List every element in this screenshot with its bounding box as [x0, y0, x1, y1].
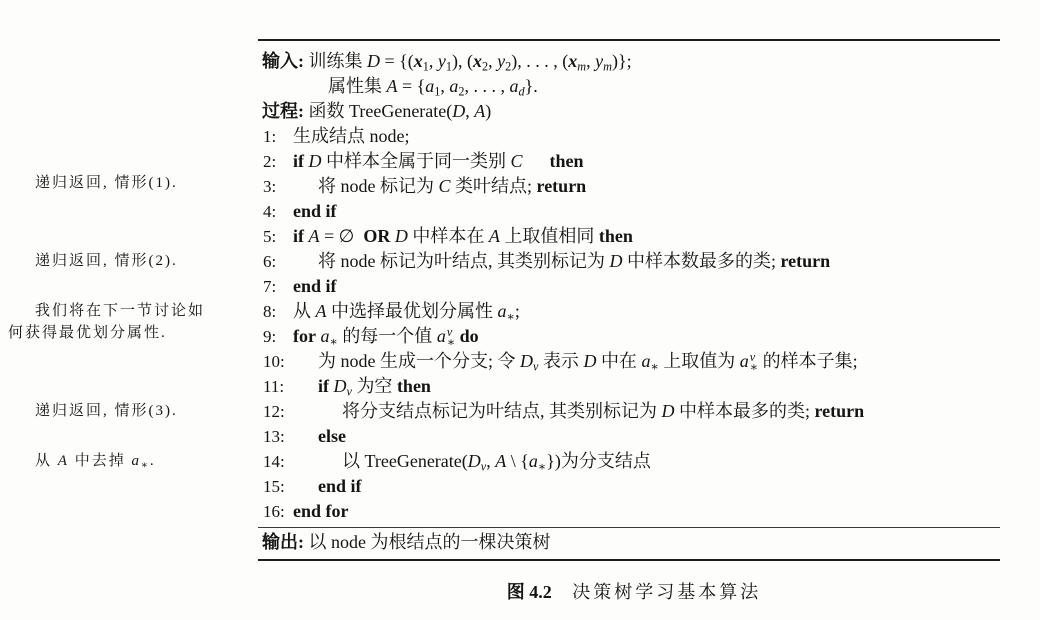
keyword: end for: [293, 501, 349, 521]
keyword: end if: [293, 276, 337, 296]
text-run: })为分支结点: [546, 451, 651, 471]
line-number: 5:: [263, 227, 277, 246]
subscript: v: [346, 384, 352, 399]
figure-caption: [263, 581, 1005, 603]
step-statement: [318, 249, 830, 274]
math-symbol: A: [315, 301, 327, 321]
keyword: else: [318, 426, 346, 446]
text-run: ,: [488, 51, 498, 71]
keyword: end if: [293, 201, 337, 221]
step-statement: [293, 199, 337, 224]
text-run: = {: [397, 76, 426, 96]
text-run: }.: [524, 76, 538, 96]
subscript: ∗: [537, 459, 547, 474]
top-rule: [258, 39, 1000, 41]
subscript: 1: [434, 84, 441, 99]
subscript: ∗: [650, 359, 659, 374]
step-statement: [293, 299, 520, 324]
text-run: 生成结点 node;: [293, 126, 410, 146]
step-statement: [342, 449, 651, 474]
math-symbol: a: [739, 351, 749, 371]
text-run: )};: [611, 51, 632, 71]
sidenote-next-section: [8, 300, 220, 344]
text-run: = ∅: [319, 226, 364, 246]
subscript: ∗: [506, 309, 515, 324]
bottom-rule: [258, 559, 1000, 561]
text-run: 为 node 生成一个分支; 令: [318, 351, 520, 371]
text-run: ), (: [452, 51, 474, 71]
math-bold-symbol: x: [413, 51, 423, 71]
text-run: 属性集: [328, 76, 387, 96]
sidenote-case-2: [8, 250, 220, 272]
keyword: if: [293, 151, 304, 171]
sidenote-text: 递归返回, 情形(2).: [35, 253, 178, 269]
math-symbol: D: [467, 451, 481, 471]
math-symbol: a: [436, 326, 446, 346]
step-statement: [293, 324, 479, 349]
math-bold-symbol: x: [568, 51, 578, 71]
text-run: 以 TreeGenerate(: [342, 451, 468, 471]
line-number: 15:: [263, 477, 285, 496]
math-symbol: A: [474, 101, 486, 121]
text-run: ,: [586, 51, 596, 71]
subscript: m: [577, 59, 587, 74]
keyword: 输出:: [262, 532, 304, 552]
step-15: [258, 474, 1000, 499]
text-run: 中去掉: [68, 453, 132, 469]
sidenote-text: 递归返回, 情形(1).: [35, 175, 178, 191]
step-13: [258, 424, 1000, 449]
keyword: OR: [363, 226, 391, 246]
keyword: return: [814, 401, 865, 421]
text-run: 中选择最优划分属性: [326, 301, 498, 321]
sidenote-text-line-2: 何获得最优划分属性.: [8, 325, 167, 341]
step-statement: [318, 424, 346, 449]
math-symbol: a: [497, 301, 507, 321]
line-number: 10:: [263, 352, 285, 371]
input-spec: [262, 49, 632, 74]
step-5: [258, 224, 1000, 249]
keyword: then: [396, 376, 431, 396]
output-line: [258, 530, 1000, 555]
line-number: 16:: [263, 502, 285, 521]
math-symbol: A: [488, 226, 500, 246]
math-symbol: y: [437, 51, 446, 71]
figure-title: 决策树学习基本算法: [572, 582, 762, 602]
line-number: 7:: [263, 277, 277, 296]
step-statement: [342, 399, 864, 424]
math-symbol: C: [510, 151, 523, 171]
text-run: 将分支结点标记为叶结点, 其类别标记为: [342, 401, 662, 421]
subscript: m: [603, 59, 612, 74]
keyword: then: [598, 226, 633, 246]
text-run: ,: [465, 101, 475, 121]
sidenote-remove-attribute: [8, 450, 220, 472]
line-number: 9:: [263, 327, 277, 346]
text-run: 的样本子集;: [758, 351, 858, 371]
line-number: 12:: [263, 402, 285, 421]
line-number: 14:: [263, 452, 285, 471]
text-run: 以 node 为根结点的一棵决策树: [304, 532, 551, 552]
step-statement: [293, 274, 337, 299]
step-statement: [293, 149, 584, 174]
math-symbol: D: [308, 151, 322, 171]
keyword: return: [536, 176, 587, 196]
step-6: [258, 249, 1000, 274]
subscript: ∗: [140, 459, 150, 471]
subscript: 2: [458, 84, 465, 99]
keyword: then: [549, 151, 584, 171]
superscript: v: [446, 324, 453, 339]
process-line: [258, 99, 1000, 124]
math-symbol: a: [449, 76, 459, 96]
text-run: 表示: [538, 351, 584, 371]
step-2: [258, 149, 1000, 174]
step-statement: [293, 499, 349, 524]
text-run: 从: [293, 301, 316, 321]
keyword: if: [318, 376, 329, 396]
sidenote-text-line-1: 我们将在下一节讨论如: [35, 303, 206, 319]
attribute-set-spec: [328, 74, 538, 99]
math-symbol: A: [495, 451, 507, 471]
step-statement: [293, 224, 633, 249]
line-number: 4:: [263, 202, 277, 221]
step-8: [258, 299, 1000, 324]
step-9: [258, 324, 1000, 349]
attribute-set-line: [258, 74, 1000, 99]
text-run: 为空: [351, 376, 397, 396]
text-run: 中样本在: [407, 226, 489, 246]
sidenote-text: [8, 450, 220, 472]
step-11: [258, 374, 1000, 399]
math-symbol: a: [131, 453, 141, 469]
subscript: 1: [445, 59, 453, 74]
math-symbol: D: [609, 251, 623, 271]
text-run: 函数 TreeGenerate(: [304, 101, 453, 121]
step-statement: [318, 349, 858, 374]
text-run: = {(: [380, 51, 414, 71]
text-run: 将 node 标记为叶结点, 其类别标记为: [318, 251, 610, 271]
math-symbol: A: [308, 226, 320, 246]
text-run: 中在: [596, 351, 642, 371]
math-symbol: C: [438, 176, 451, 196]
input-line: [258, 49, 1000, 74]
line-number: 6:: [263, 252, 277, 271]
math-symbol: a: [320, 326, 330, 346]
subscript: ∗: [749, 359, 759, 374]
step-16: [258, 499, 1000, 524]
math-symbol: A: [386, 76, 398, 96]
step-4: [258, 199, 1000, 224]
math-symbol: D: [367, 51, 380, 71]
text-run: , . . . ,: [464, 76, 510, 96]
sidenote-text: 递归返回, 情形(3).: [35, 403, 178, 419]
step-statement: [293, 124, 410, 149]
subscript: ∗: [446, 334, 456, 349]
step-statement: [318, 374, 431, 399]
line-number: 13:: [263, 427, 285, 446]
keyword: return: [780, 251, 831, 271]
text-run: [523, 151, 550, 171]
text-run: \ {: [506, 451, 529, 471]
math-symbol: D: [394, 226, 408, 246]
output-separator-rule: [258, 527, 1000, 528]
subscript: 1: [422, 59, 429, 74]
text-run: ): [485, 101, 492, 121]
keyword: if: [293, 226, 304, 246]
output-spec: [262, 530, 551, 555]
text-run: 将 node 标记为: [318, 176, 439, 196]
sidenote-case-1: [8, 172, 220, 194]
keyword: end if: [318, 476, 362, 496]
math-symbol: D: [333, 376, 347, 396]
process-spec: [262, 99, 491, 124]
keyword: 过程:: [262, 101, 304, 121]
subscript: d: [518, 84, 525, 99]
subscript: 2: [505, 59, 512, 74]
text-run: 中样本数最多的类;: [622, 251, 781, 271]
text-run: 中样本全属于同一类别: [321, 151, 511, 171]
step-10: [258, 349, 1000, 374]
line-number: 2:: [263, 152, 277, 171]
math-symbol: D: [661, 401, 675, 421]
text-run: ,: [428, 51, 438, 71]
math-symbol: a: [425, 76, 435, 96]
line-number: 8:: [263, 302, 277, 321]
math-symbol: D: [452, 101, 466, 121]
sub-superscript: [446, 324, 456, 349]
math-bold-symbol: x: [473, 51, 483, 71]
text-run: 类叶结点;: [450, 176, 537, 196]
text-run: ), . . . , (: [511, 51, 569, 71]
math-symbol: a: [528, 451, 538, 471]
line-number: 11:: [263, 377, 285, 396]
step-statement: [318, 474, 362, 499]
math-symbol: a: [641, 351, 651, 371]
text-run: 的每一个值: [337, 326, 437, 346]
subscript: 2: [482, 59, 489, 74]
keyword: do: [459, 326, 479, 346]
math-symbol: y: [497, 51, 506, 71]
text-run: .: [149, 453, 156, 469]
text-run: 中样本最多的类;: [674, 401, 815, 421]
superscript: v: [749, 349, 756, 364]
step-12: [258, 399, 1000, 424]
step-3: [258, 174, 1000, 199]
line-number: 3:: [263, 177, 277, 196]
text-run: ;: [514, 301, 520, 321]
line-number: 1:: [263, 127, 277, 146]
text-run: 训练集: [304, 51, 367, 71]
math-symbol: D: [583, 351, 597, 371]
text-run: 从: [35, 453, 58, 469]
step-7: [258, 274, 1000, 299]
text-run: ,: [440, 76, 450, 96]
subscript: v: [533, 359, 539, 374]
math-symbol: a: [509, 76, 519, 96]
figure-number: 图 4.2: [506, 582, 552, 602]
text-run: 上取值相同: [499, 226, 599, 246]
keyword: 输入:: [262, 51, 304, 71]
sub-superscript: [749, 349, 759, 374]
algorithm-body: [258, 49, 1000, 524]
step-1: [258, 124, 1000, 149]
algorithm-box: [258, 39, 1000, 562]
subscript: v: [480, 459, 487, 474]
math-symbol: A: [57, 453, 69, 469]
subscript: ∗: [329, 334, 338, 349]
text-run: ,: [486, 451, 496, 471]
keyword: for: [293, 326, 316, 346]
text-run: 上取值为: [658, 351, 740, 371]
step-14: [258, 449, 1000, 474]
math-symbol: D: [520, 351, 533, 371]
math-symbol: y: [595, 51, 604, 71]
step-statement: [318, 174, 586, 199]
sidenote-case-3: [8, 400, 220, 422]
